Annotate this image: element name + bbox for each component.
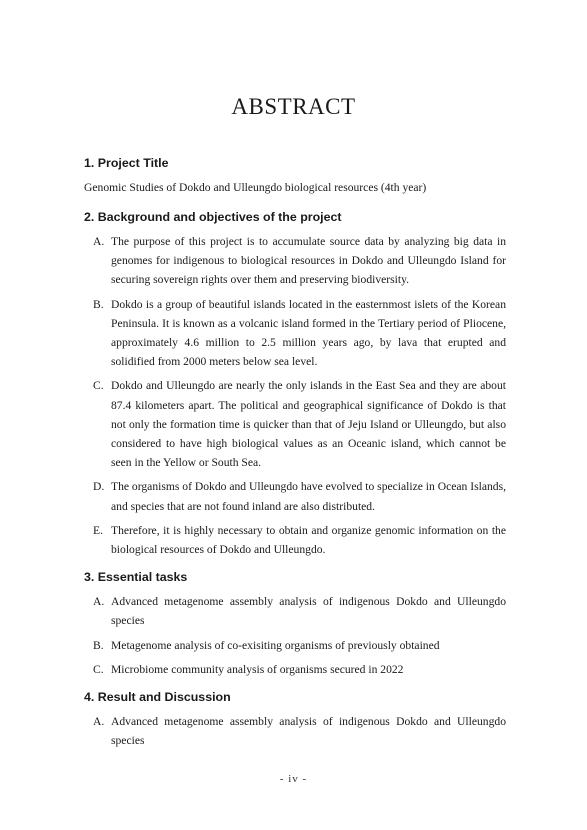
- section-background-objectives: [84, 209, 506, 559]
- list-item: [84, 376, 506, 472]
- item-list: [84, 592, 506, 679]
- item-letter: A.: [93, 715, 105, 729]
- item-letter: A.: [93, 595, 105, 609]
- item-text: Dokdo and Ulleungdo are nearly the only islands in the East Sea and they are about 87.4 kilometers apart. The political and geographical significance of Dokdo is that not only the formation time is quicker than that of Jeju Island or Ulleungdo, but also considered to have high biological values as an Oceanic island, which cannot be seen in the Yellow or South Sea.: [111, 379, 506, 470]
- item-text: The purpose of this project is to accumulate source data by analyzing big data in genomes for indigenous to biological resources in Dokdo and Ulleungdo Island for securing sovereign rights over them and preserving biodiversity.: [111, 235, 506, 287]
- section-heading: 1. Project Title: [84, 156, 169, 170]
- item-text: Dokdo is a group of beautiful islands located in the easternmost islets of the Korean Peninsula. It is known as a volcanic island formed in the Tertiary period of Pliocene, approximately 4.6 million to 2.5 million years ago, by lava that erupted and solidified from 2000 meters below sea level.: [111, 297, 506, 369]
- item-letter: B.: [93, 297, 104, 311]
- list-item: [84, 232, 506, 290]
- section-text: Genomic Studies of Dokdo and Ulleungdo biological resources (4th year): [84, 181, 427, 194]
- item-text: Microbiome community analysis of organisms secured in 2022: [111, 662, 404, 676]
- item-text: Advanced metagenome assembly analysis of indigenous Dokdo and Ulleungdo species: [111, 595, 506, 628]
- document-title: ABSTRACT: [231, 94, 356, 119]
- list-item: [84, 712, 506, 750]
- item-letter: E.: [93, 523, 103, 537]
- item-text: The organisms of Dokdo and Ulleungdo have evolved to specialize in Ocean Islands, and species that are not found inland are also distributed.: [111, 480, 506, 513]
- section-result-discussion: [84, 689, 506, 750]
- item-letter: B.: [93, 638, 104, 652]
- list-item: [84, 295, 506, 372]
- item-text: Metagenome analysis of co-exisiting organisms of previously obtained: [111, 638, 440, 652]
- list-item: [84, 521, 506, 559]
- page-number: - iv -: [279, 773, 308, 785]
- item-text: Therefore, it is highly necessary to obtain and organize genomic information on the biological resources of Dokdo and Ulleungdo.: [111, 523, 506, 557]
- section-project-title: [84, 155, 506, 197]
- item-letter: C.: [93, 662, 104, 676]
- item-letter: C.: [93, 379, 104, 393]
- section-essential-tasks: [84, 569, 506, 679]
- document-body: [84, 155, 506, 760]
- item-list: [84, 712, 506, 750]
- item-list: [84, 232, 506, 559]
- section-heading: 3. Essential tasks: [84, 570, 188, 585]
- item-letter: D.: [93, 480, 105, 494]
- item-text: Advanced metagenome assembly analysis of indigenous Dokdo and Ulleungdo species: [111, 715, 506, 748]
- list-item: [84, 636, 506, 655]
- section-heading: 2. Background and objectives of the project: [84, 210, 342, 224]
- list-item: [84, 477, 506, 515]
- section-heading: 4. Result and Discussion: [84, 690, 231, 705]
- list-item: [84, 592, 506, 630]
- item-letter: A.: [93, 235, 105, 248]
- list-item: [84, 660, 506, 679]
